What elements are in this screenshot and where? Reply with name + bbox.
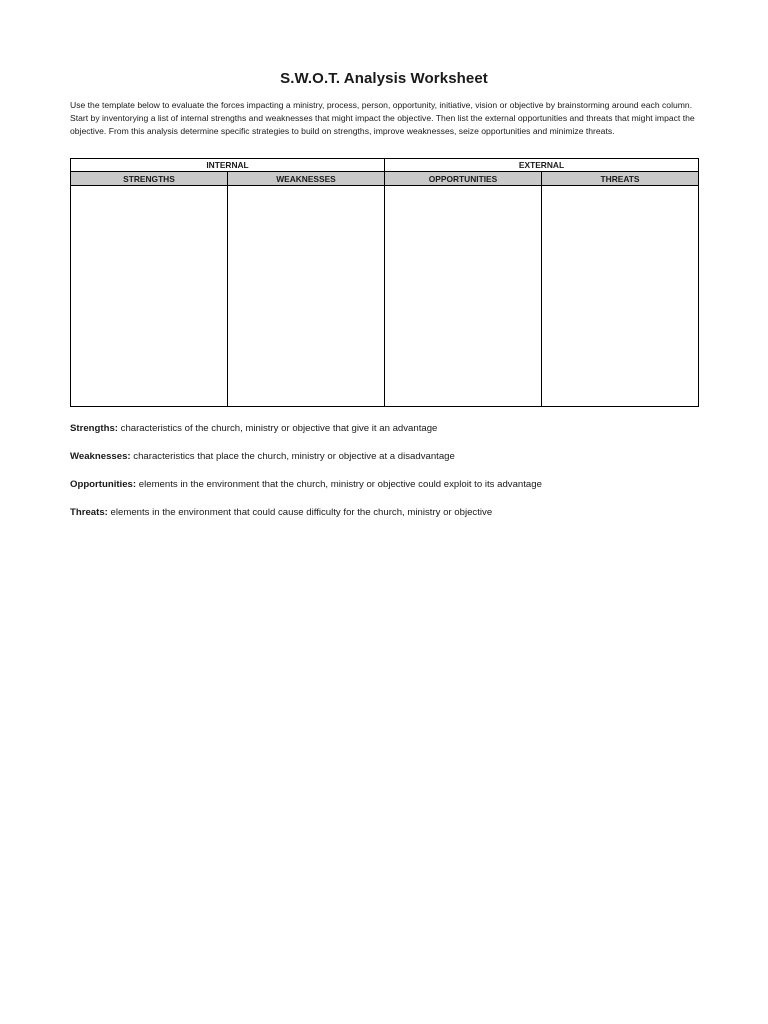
column-header-weaknesses: WEAKNESSES bbox=[228, 172, 385, 186]
definition-opportunities bbox=[70, 479, 710, 507]
definition-text: characteristics of the church, ministry or objective that give it an advantage bbox=[120, 423, 438, 434]
definition-term: Weaknesses: bbox=[70, 451, 131, 462]
page-title: S.W.O.T. Analysis Worksheet bbox=[280, 70, 488, 87]
definition-threats bbox=[70, 507, 710, 535]
entry-row bbox=[71, 186, 699, 407]
definition-term: Strengths: bbox=[70, 423, 118, 434]
column-header-strengths: STRENGTHS bbox=[71, 172, 228, 186]
definition-weaknesses bbox=[70, 451, 710, 479]
column-header-threats: THREATS bbox=[542, 172, 699, 186]
intro-paragraph: Use the template below to evaluate the forces impacting a ministry, process, person, opportunity, initiative, vision or objective by brainstorming around each column. Start by inventorying a list of internal strengths and weaknesses that might impact the objective. Then list the external opportunities and threats that might impact the objective. From this analysis determine specific strategies to build on strengths, improve weaknesses, seize opportunities and minimize threats. bbox=[70, 100, 695, 136]
definition-term: Threats: bbox=[70, 507, 108, 518]
strengths-entry-cell[interactable] bbox=[71, 186, 228, 407]
weaknesses-entry-cell[interactable] bbox=[228, 186, 385, 407]
group-header-internal: INTERNAL bbox=[71, 159, 385, 172]
definition-strengths bbox=[70, 423, 710, 451]
definition-text: elements in the environment that could cause difficulty for the church, ministry or objective bbox=[110, 507, 493, 518]
opportunities-entry-cell[interactable] bbox=[385, 186, 542, 407]
definition-text: elements in the environment that the church, ministry or objective could exploit to its advantage bbox=[138, 479, 542, 490]
column-header-opportunities: OPPORTUNITIES bbox=[385, 172, 542, 186]
definition-term: Opportunities: bbox=[70, 479, 137, 490]
column-header-row bbox=[71, 172, 699, 186]
group-header-row bbox=[71, 159, 699, 172]
swot-table bbox=[70, 158, 699, 407]
definitions-list bbox=[70, 423, 710, 535]
threats-entry-cell[interactable] bbox=[542, 186, 699, 407]
group-header-external: EXTERNAL bbox=[385, 159, 699, 172]
definition-text: characteristics that place the church, ministry or objective at a disadvantage bbox=[133, 451, 455, 462]
